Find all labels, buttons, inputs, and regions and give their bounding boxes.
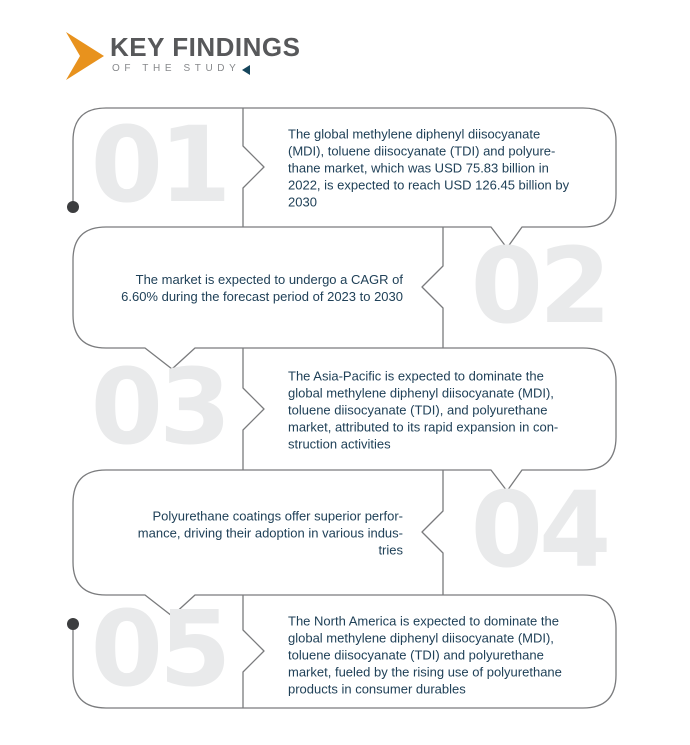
finding-text-line: toluene diisocyanate (TDI), and polyurethane: [288, 402, 548, 418]
end-dot: [67, 618, 79, 630]
finding-text-line: The market is expected to undergo a CAGR of: [135, 272, 403, 287]
divider-4: [422, 470, 443, 595]
finding-text-line: 2022, is expected to reach USD 126.45 billion by: [288, 177, 570, 193]
finding-text-line: The North America is expected to dominate the: [288, 613, 559, 629]
finding-text-line: global methylene diphenyl diisocyanate (MDI),: [288, 385, 554, 401]
finding-text-line: The global methylene diphenyl diisocyanate: [288, 126, 541, 142]
divider-1: [243, 108, 264, 227]
finding-text: [288, 126, 569, 211]
finding-text: [288, 613, 562, 698]
finding-text: [138, 508, 403, 559]
finding-text-line: thane market, which was USD 75.83 billion in: [288, 160, 549, 176]
divider-2: [422, 227, 443, 348]
finding-text-line: products in consumer durables: [288, 681, 466, 697]
finding-text-line: market, attributed to its rapid expansion in con-: [288, 419, 559, 435]
finding-number: 01: [90, 103, 228, 226]
finding-number: 03: [90, 345, 228, 468]
divider-3: [243, 348, 264, 470]
finding-number: 02: [470, 224, 608, 347]
finding-text-line: 2030: [288, 194, 317, 210]
finding-text-line: Polyurethane coatings offer superior perfor-: [152, 508, 403, 524]
finding-text-line: 6.60% during the forecast period of 2023 to 2030: [121, 289, 403, 304]
finding-text-line: (MDI), toluene diisocyanate (TDI) and polyure-: [288, 143, 556, 159]
page-title: KEY FINDINGS: [110, 32, 301, 62]
finding-text: [288, 368, 558, 453]
finding-text-line: tries: [378, 542, 403, 558]
start-dot: [67, 201, 79, 213]
finding-text-line: The Asia-Pacific is expected to dominate the: [288, 368, 544, 384]
finding-text-line: struction activities: [288, 436, 391, 452]
finding-text-line: mance, driving their adoption in various indus-: [137, 525, 403, 541]
finding-text: [121, 271, 403, 305]
finding-text-line: market, fueled by the rising use of polyurethane: [288, 664, 562, 680]
finding-number: 04: [470, 468, 608, 591]
finding-text-line: global methylene diphenyl diisocyanate (MDI),: [288, 630, 554, 646]
divider-5: [243, 595, 264, 708]
page-subtitle: OF THE STUDY: [112, 63, 241, 74]
finding-number: 05: [90, 587, 228, 710]
finding-text-line: toluene diisocyanate (TDI) and polyurethane: [288, 647, 544, 663]
